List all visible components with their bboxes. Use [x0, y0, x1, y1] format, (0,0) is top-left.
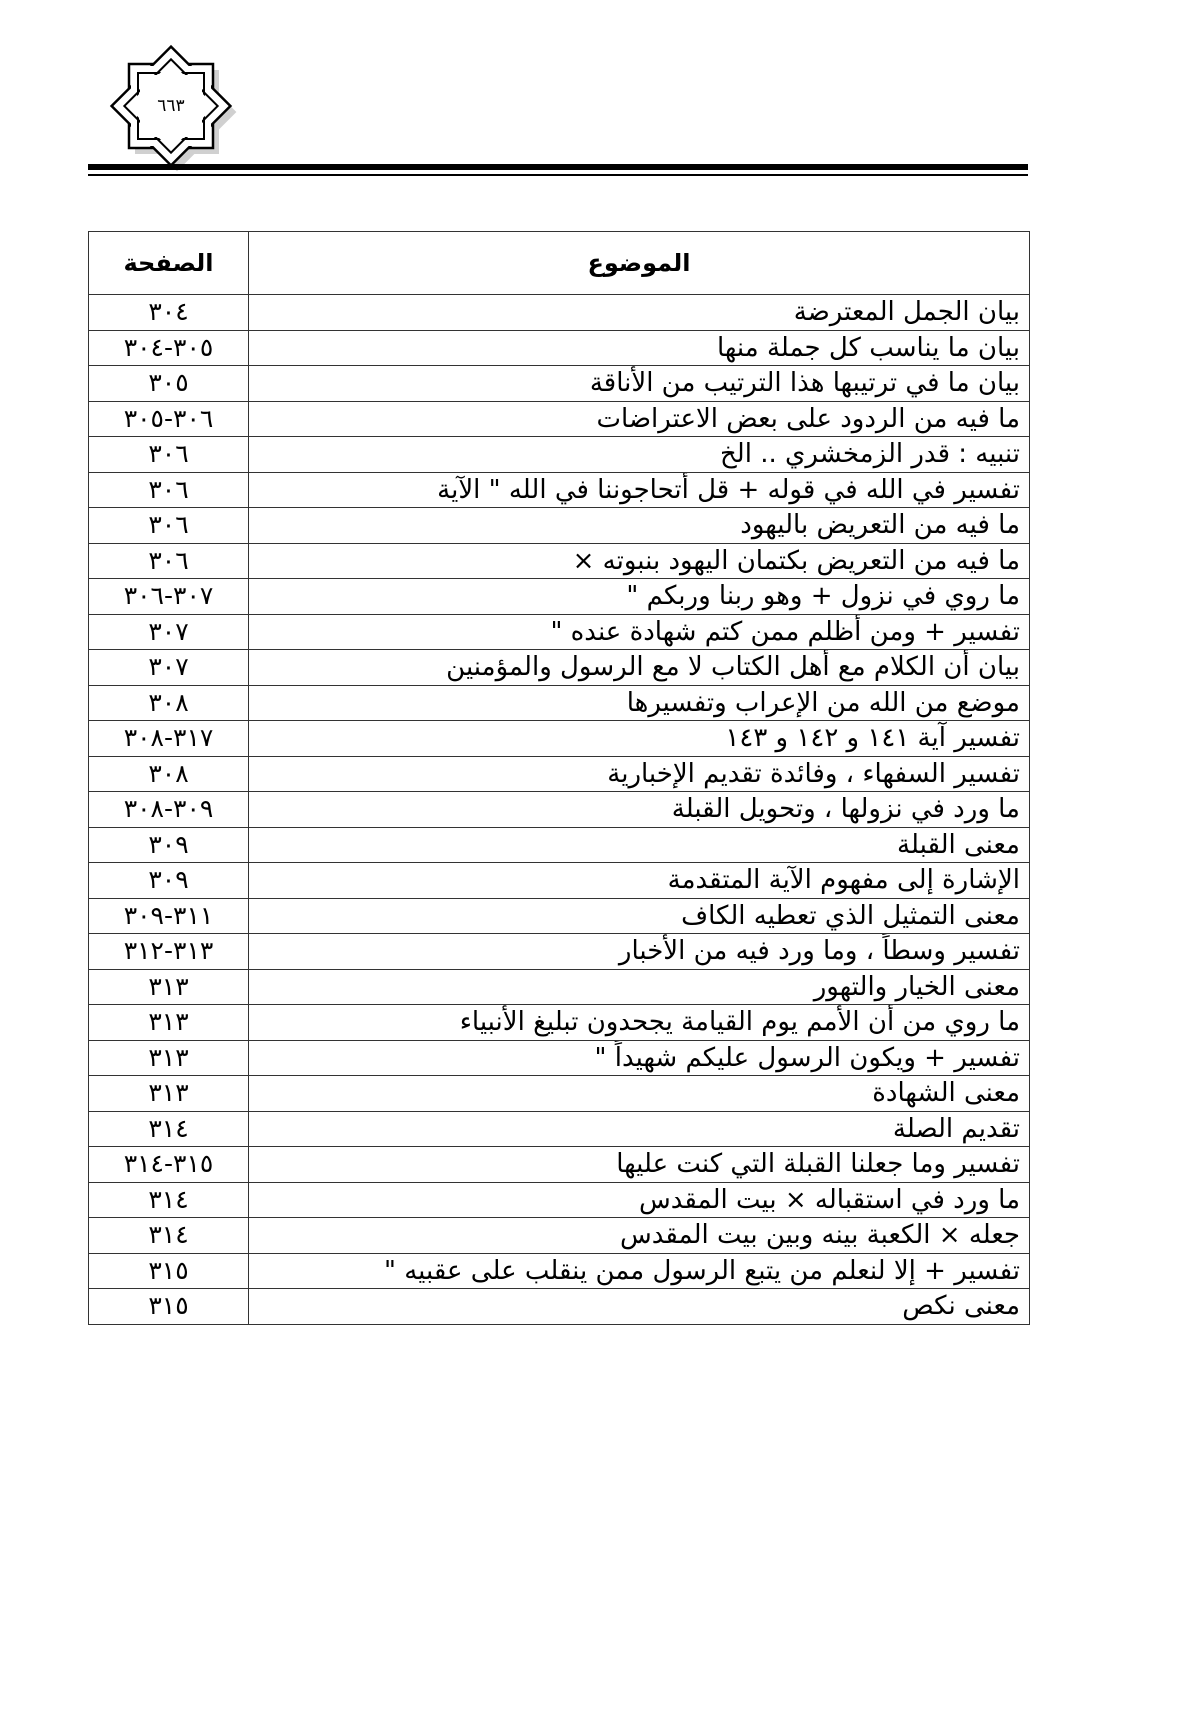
page-cell: ٣٠٦ — [89, 508, 249, 544]
table-body — [89, 295, 1030, 1325]
contents-table — [88, 231, 1030, 1325]
topic-cell: ما فيه من الردود على بعض الاعتراضات — [249, 401, 1030, 437]
table-row — [89, 1218, 1030, 1254]
topic-cell: تنبيه : قدر الزمخشري .. الخ — [249, 437, 1030, 473]
table-row — [89, 792, 1030, 828]
table-row — [89, 295, 1030, 331]
topic-cell: معنى نكص — [249, 1289, 1030, 1325]
table-row — [89, 1005, 1030, 1041]
table-row — [89, 863, 1030, 899]
table-row — [89, 437, 1030, 473]
table-row — [89, 614, 1030, 650]
topic-cell: تفسير + إلا لنعلم من يتبع الرسول ممن ينقلب على عقبيه " — [249, 1253, 1030, 1289]
topic-cell: ما فيه من التعريض بكتمان اليهود بنبوته × — [249, 543, 1030, 579]
page-cell: ٣١٥ — [89, 1289, 249, 1325]
topic-cell: معنى القبلة — [249, 827, 1030, 863]
page-cell: ٣١٤ — [89, 1111, 249, 1147]
table-row — [89, 1111, 1030, 1147]
table-row — [89, 1253, 1030, 1289]
page-cell: ٣٠٥-٣٠٤ — [89, 330, 249, 366]
topic-cell: الإشارة إلى مفهوم الآية المتقدمة — [249, 863, 1030, 899]
page-cell: ٣١٣ — [89, 1005, 249, 1041]
topic-cell: تفسير + ومن أظلم ممن كتم شهادة عنده " — [249, 614, 1030, 650]
page-column-header: الصفحة — [89, 232, 249, 295]
table-row — [89, 401, 1030, 437]
topic-cell: تفسير + ويكون الرسول عليكم شهيداً " — [249, 1040, 1030, 1076]
page-cell: ٣١٥-٣١٤ — [89, 1147, 249, 1183]
topic-cell: موضع من الله من الإعراب وتفسيرها — [249, 685, 1030, 721]
table-row — [89, 685, 1030, 721]
topic-cell: تفسير وسطاً ، وما ورد فيه من الأخبار — [249, 934, 1030, 970]
topic-cell: تفسير آية ١٤١ و ١٤٢ و ١٤٣ — [249, 721, 1030, 757]
page-cell: ٣١١-٣٠٩ — [89, 898, 249, 934]
page-cell: ٣٠٨ — [89, 685, 249, 721]
page-cell: ٣٠٩ — [89, 863, 249, 899]
page-cell: ٣١٤ — [89, 1182, 249, 1218]
topic-column-header: الموضوع — [249, 232, 1030, 295]
topic-cell: ما فيه من التعريض باليهود — [249, 508, 1030, 544]
topic-cell: تفسير السفهاء ، وفائدة تقديم الإخبارية — [249, 756, 1030, 792]
page-cell: ٣٠٧ — [89, 650, 249, 686]
table-row — [89, 721, 1030, 757]
topic-cell: تفسير في الله في قوله + قل أتحاجوننا في الله " الآية — [249, 472, 1030, 508]
table-row — [89, 1040, 1030, 1076]
header-rule-thick — [88, 164, 1028, 170]
page-cell: ٣١٣ — [89, 1076, 249, 1112]
page-cell: ٣٠٧ — [89, 614, 249, 650]
topic-cell: ما ورد في نزولها ، وتحويل القبلة — [249, 792, 1030, 828]
page-cell: ٣١٥ — [89, 1253, 249, 1289]
page-cell: ٣٠٥ — [89, 366, 249, 402]
table-row — [89, 366, 1030, 402]
page-cell: ٣١٤ — [89, 1218, 249, 1254]
table-row — [89, 934, 1030, 970]
page-cell: ٣٠٦ — [89, 543, 249, 579]
page-cell: ٣٠٨ — [89, 756, 249, 792]
page-number: ٦٦٣ — [157, 96, 185, 116]
table-row — [89, 1182, 1030, 1218]
table-row — [89, 472, 1030, 508]
table-header-row — [89, 232, 1030, 295]
topic-cell: تقديم الصلة — [249, 1111, 1030, 1147]
page-cell: ٣٠٤ — [89, 295, 249, 331]
page-cell: ٣١٧-٣٠٨ — [89, 721, 249, 757]
topic-cell: بيان الجمل المعترضة — [249, 295, 1030, 331]
table-row — [89, 898, 1030, 934]
page-cell: ٣٠٩-٣٠٨ — [89, 792, 249, 828]
topic-cell: تفسير وما جعلنا القبلة التي كنت عليها — [249, 1147, 1030, 1183]
table-row — [89, 969, 1030, 1005]
page-cell: ٣٠٦ — [89, 437, 249, 473]
topic-cell: ما روي في نزول + وهو ربنا وربكم " — [249, 579, 1030, 615]
table-row — [89, 1147, 1030, 1183]
table-row — [89, 508, 1030, 544]
table-row — [89, 1076, 1030, 1112]
table-row — [89, 827, 1030, 863]
page-cell: ٣١٣-٣١٢ — [89, 934, 249, 970]
page-cell: ٣٠٦-٣٠٥ — [89, 401, 249, 437]
topic-cell: معنى الخيار والتهور — [249, 969, 1030, 1005]
table-row — [89, 756, 1030, 792]
page-cell: ٣٠٧-٣٠٦ — [89, 579, 249, 615]
page-cell: ٣١٣ — [89, 1040, 249, 1076]
page-cell: ٣٠٦ — [89, 472, 249, 508]
page-cell: ٣١٣ — [89, 969, 249, 1005]
topic-cell: بيان ما يناسب كل جملة منها — [249, 330, 1030, 366]
topic-cell: ما ورد في استقباله × بيت المقدس — [249, 1182, 1030, 1218]
topic-cell: بيان أن الكلام مع أهل الكتاب لا مع الرسول والمؤمنين — [249, 650, 1030, 686]
table-row — [89, 579, 1030, 615]
topic-cell: جعله × الكعبة بينه وبين بيت المقدس — [249, 1218, 1030, 1254]
table-row — [89, 543, 1030, 579]
page-cell: ٣٠٩ — [89, 827, 249, 863]
table-row — [89, 330, 1030, 366]
table-row — [89, 650, 1030, 686]
header-rule-thin — [88, 174, 1028, 176]
topic-cell: معنى الشهادة — [249, 1076, 1030, 1112]
topic-cell: معنى التمثيل الذي تعطيه الكاف — [249, 898, 1030, 934]
page-number-badge — [105, 40, 237, 172]
topic-cell: ما روي من أن الأمم يوم القيامة يجحدون تبليغ الأنبياء — [249, 1005, 1030, 1041]
table-row — [89, 1289, 1030, 1325]
topic-cell: بيان ما في ترتيبها هذا الترتيب من الأناقة — [249, 366, 1030, 402]
